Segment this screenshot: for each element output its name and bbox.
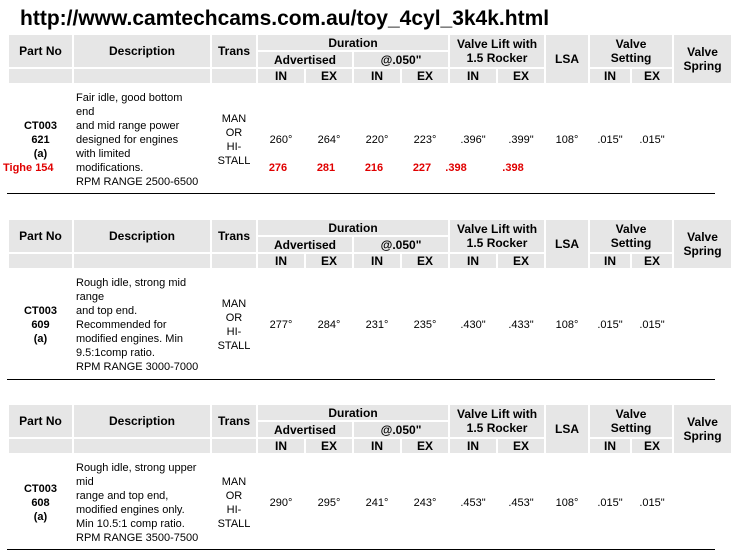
- trans-cell: [212, 270, 256, 380]
- comparison-label: Tighe 154: [3, 162, 54, 174]
- lsa-value: 108°: [555, 496, 579, 509]
- spring-value: [674, 455, 731, 550]
- header-valve-spring: [674, 220, 731, 268]
- header-valve-spring: [674, 35, 731, 83]
- lsa-value: 108°: [555, 134, 579, 146]
- header-part-no: Part No: [9, 220, 72, 252]
- header-valve-spring-text: Valve Spring: [683, 415, 722, 443]
- header-valve-setting: [590, 220, 672, 252]
- set-in-value: .015": [597, 319, 623, 331]
- description-line: modified engines. Min: [76, 333, 184, 345]
- section-divider: [7, 193, 715, 194]
- cam-spec-table: [7, 218, 733, 382]
- header-valve-lift-text: Valve Lift with 1.5 Rocker: [457, 222, 538, 250]
- cam-table-block-2: [7, 403, 722, 552]
- header-lift-ex: EX: [498, 254, 544, 268]
- trans-line-2: OR: [225, 489, 243, 502]
- part-no-line-3: (a): [33, 148, 48, 160]
- description-line: Recommended for: [76, 319, 167, 331]
- trans-line-2: OR: [225, 312, 243, 324]
- description-line: designed for engines: [76, 134, 179, 146]
- description-cell: [74, 85, 210, 195]
- trans-line-3: HI-STALL: [217, 141, 251, 167]
- trans-cell: [212, 455, 256, 550]
- cam-table-block-1: [7, 218, 722, 382]
- adv-in-value: 260°: [269, 134, 293, 146]
- header-valve-spring: [674, 405, 731, 453]
- comparison-adv-in: 276: [268, 162, 288, 174]
- header-blank-3: [212, 254, 256, 268]
- spring-value: [674, 270, 731, 380]
- description-line: Rough idle, strong mid: [76, 277, 187, 289]
- lift-in-value: .453": [460, 496, 486, 509]
- d050-ex-value: 223°: [413, 134, 437, 146]
- header-lift-in: IN: [450, 69, 496, 83]
- lift-in-value: .430": [460, 319, 486, 331]
- header-description: Description: [74, 220, 210, 252]
- header-set-ex: EX: [632, 69, 672, 83]
- header-adv-ex: EX: [306, 439, 352, 453]
- comparison-lift-ex: .398: [502, 162, 524, 174]
- header-valve-setting-text: Valve Setting: [610, 37, 652, 65]
- description-line: Min 10.5:1 comp ratio.: [76, 517, 185, 530]
- trans-line-1: MAN: [221, 113, 247, 125]
- description-line: RPM RANGE 3000-7000: [76, 361, 199, 373]
- header-duration: Duration: [258, 35, 448, 50]
- part-no-cell: [9, 270, 72, 380]
- header-lift-ex: EX: [498, 439, 544, 453]
- lift-ex-value: .399": [508, 134, 534, 146]
- description-line: modifications.: [76, 162, 144, 174]
- description-line: mid: [76, 475, 94, 488]
- header-lsa: LSA: [546, 35, 588, 83]
- header-adv-ex: EX: [306, 254, 352, 268]
- trans-line-2: OR: [225, 127, 243, 139]
- adv-ex-value: 284°: [317, 319, 341, 331]
- header-lift-ex: EX: [498, 69, 544, 83]
- header-valve-lift: [450, 220, 544, 252]
- header-part-no: Part No: [9, 35, 72, 67]
- description-line: modified engines only.: [76, 503, 185, 516]
- header-advertised: Advertised: [258, 237, 352, 252]
- header-blank-2: [74, 254, 210, 268]
- header-at050: @.050": [354, 52, 448, 67]
- header-set-ex: EX: [632, 439, 672, 453]
- page-url: http://www.camtechcams.com.au/toy_4cyl_3k4k.html: [20, 7, 550, 30]
- header-set-in: IN: [590, 69, 630, 83]
- header-blank-1: [9, 254, 72, 268]
- header-description: Description: [74, 35, 210, 67]
- header-050-in: IN: [354, 439, 400, 453]
- adv-in-value: 277°: [269, 319, 293, 331]
- header-advertised: Advertised: [258, 422, 352, 437]
- header-trans: Trans: [212, 35, 256, 67]
- trans-line-1: MAN: [221, 298, 247, 310]
- header-050-ex: EX: [402, 439, 448, 453]
- set-ex-value: .015": [639, 319, 665, 331]
- part-no-line-3: (a): [33, 333, 48, 345]
- cam-spec-table: [7, 403, 733, 552]
- description-line: range and top end,: [76, 489, 169, 502]
- section-divider: [7, 549, 715, 550]
- comparison-050-ex: 227: [412, 162, 432, 174]
- description-line: RPM RANGE 2500-6500: [76, 176, 199, 188]
- d050-in-value: 220°: [365, 134, 389, 146]
- header-valve-lift: [450, 35, 544, 67]
- header-set-ex: EX: [632, 254, 672, 268]
- lsa-value: 108°: [555, 319, 579, 331]
- header-advertised: Advertised: [258, 52, 352, 67]
- header-set-in: IN: [590, 439, 630, 453]
- part-no-cell: [9, 455, 72, 550]
- description-line: with limited: [76, 148, 131, 160]
- header-trans: Trans: [212, 220, 256, 252]
- header-valve-setting-text: Valve Setting: [610, 222, 652, 250]
- description-line: RPM RANGE 3500-7500: [76, 531, 199, 544]
- header-lift-in: IN: [450, 439, 496, 453]
- header-duration: Duration: [258, 220, 448, 235]
- header-valve-lift-text: Valve Lift with 1.5 Rocker: [457, 37, 538, 65]
- description-cell: [74, 270, 210, 380]
- header-at050: @.050": [354, 422, 448, 437]
- header-adv-in: IN: [258, 69, 304, 83]
- comparison-050-in: 216: [364, 162, 384, 174]
- part-no-line-3: (a): [33, 510, 48, 523]
- header-description: Description: [74, 405, 210, 437]
- lift-ex-value: .433": [508, 319, 534, 331]
- header-blank-1: [9, 439, 72, 453]
- set-in-value: .015": [597, 496, 623, 509]
- part-no-line-2: 621: [31, 134, 50, 146]
- d050-in-value: 231°: [365, 319, 389, 331]
- part-no-line-1: CT003: [23, 482, 58, 495]
- header-adv-in: IN: [258, 254, 304, 268]
- comparison-lift-in: .398: [445, 162, 467, 174]
- header-blank-2: [74, 439, 210, 453]
- description-line: end: [76, 106, 95, 118]
- d050-in-value: 241°: [365, 496, 389, 509]
- header-at050: @.050": [354, 237, 448, 252]
- d050-ex-value: 235°: [413, 319, 437, 331]
- description-cell: [74, 455, 210, 550]
- comparison-adv-ex: 281: [316, 162, 336, 174]
- adv-ex-value: 264°: [317, 134, 341, 146]
- adv-in-value: 290°: [269, 496, 293, 509]
- comparison-row: [3, 162, 715, 178]
- description-line: range: [76, 291, 105, 303]
- header-valve-setting-text: Valve Setting: [610, 407, 652, 435]
- part-no-line-2: 608: [31, 496, 50, 509]
- part-no-line-1: CT003: [23, 305, 58, 317]
- header-valve-setting: [590, 405, 672, 437]
- header-blank-2: [74, 69, 210, 83]
- header-050-in: IN: [354, 254, 400, 268]
- section-divider: [7, 379, 715, 380]
- part-no-line-2: 609: [31, 319, 50, 331]
- set-ex-value: .015": [639, 496, 665, 509]
- header-duration: Duration: [258, 405, 448, 420]
- description-line: and mid range power: [76, 120, 180, 132]
- header-valve-lift-text: Valve Lift with 1.5 Rocker: [457, 407, 538, 435]
- header-valve-setting: [590, 35, 672, 67]
- header-part-no: Part No: [9, 405, 72, 437]
- header-lsa: LSA: [546, 220, 588, 268]
- spring-value: [674, 85, 731, 195]
- trans-line-3: HI-STALL: [217, 503, 251, 530]
- lift-in-value: .396": [460, 134, 486, 146]
- d050-ex-value: 243°: [413, 496, 437, 509]
- header-050-ex: EX: [402, 254, 448, 268]
- set-in-value: .015": [597, 134, 623, 146]
- header-set-in: IN: [590, 254, 630, 268]
- header-050-ex: EX: [402, 69, 448, 83]
- header-trans: Trans: [212, 405, 256, 437]
- description-line: and top end.: [76, 305, 138, 317]
- description-line: Rough idle, strong upper: [76, 461, 197, 474]
- lift-ex-value: .453": [508, 496, 534, 509]
- part-no-cell: [9, 85, 72, 195]
- header-blank-3: [212, 69, 256, 83]
- part-no-line-1: CT003: [23, 120, 58, 132]
- header-blank-3: [212, 439, 256, 453]
- set-ex-value: .015": [639, 134, 665, 146]
- header-050-in: IN: [354, 69, 400, 83]
- header-lsa: LSA: [546, 405, 588, 453]
- adv-ex-value: 295°: [317, 496, 341, 509]
- header-valve-lift: [450, 405, 544, 437]
- description-line: Fair idle, good bottom: [76, 92, 183, 104]
- trans-cell: [212, 85, 256, 195]
- trans-line-1: MAN: [221, 475, 247, 488]
- cam-table-block-0: [3, 33, 722, 197]
- header-lift-in: IN: [450, 254, 496, 268]
- description-line: 9.5:1comp ratio.: [76, 347, 155, 359]
- header-blank-1: [9, 69, 72, 83]
- header-valve-spring-text: Valve Spring: [683, 230, 722, 258]
- trans-line-3: HI-STALL: [217, 326, 251, 352]
- header-valve-spring-text: Valve Spring: [683, 45, 722, 73]
- header-adv-ex: EX: [306, 69, 352, 83]
- header-adv-in: IN: [258, 439, 304, 453]
